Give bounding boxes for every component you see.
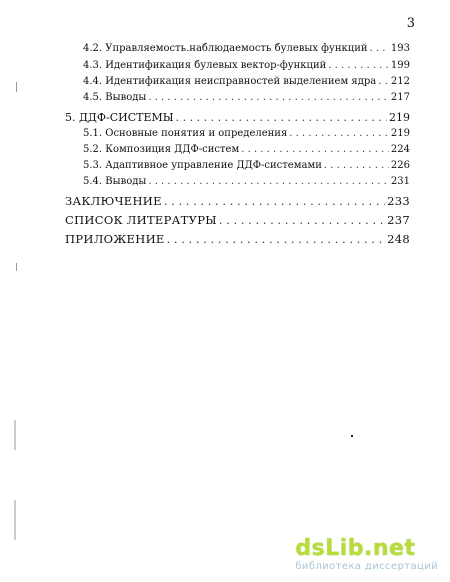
toc-entry-page: 237 — [387, 213, 410, 227]
scan-margin-mark — [14, 420, 16, 450]
toc-entry-page: 219 — [390, 128, 410, 139]
toc-entry — [83, 160, 410, 171]
toc-section — [65, 213, 410, 227]
toc-chapter — [65, 111, 410, 124]
toc-entry-title: 5.3. Адаптивное управление ДДФ-системами — [83, 160, 322, 171]
toc-entry-page: 224 — [390, 144, 410, 155]
toc-section — [65, 232, 410, 246]
toc-entry — [83, 60, 410, 71]
dot-leader — [219, 213, 385, 227]
dot-leader — [148, 176, 389, 187]
page-number: 3 — [406, 16, 415, 31]
toc-entry-title: 4.5. Выводы — [83, 92, 147, 103]
toc-entry — [83, 43, 410, 54]
scan-dot — [351, 435, 353, 437]
dot-leader — [241, 144, 389, 155]
toc-entry-title: 5.1. Основные понятия и определения — [83, 128, 288, 139]
toc-entry — [83, 76, 410, 87]
dot-leader — [289, 128, 389, 139]
toc-section — [65, 194, 410, 208]
dot-leader — [167, 232, 386, 246]
toc-entry — [83, 176, 410, 187]
toc-entry-page: 231 — [390, 176, 410, 187]
toc-entry-page: 226 — [390, 160, 410, 171]
watermark — [295, 538, 438, 572]
dot-leader — [164, 194, 385, 208]
toc-entry-page: 193 — [390, 43, 410, 54]
toc-entry-title: 4.3. Идентификация булевых вектор-функций — [83, 60, 327, 71]
toc-entry-title: СПИСОК ЛИТЕРАТУРЫ — [65, 213, 217, 227]
dot-leader — [148, 92, 389, 103]
dot-leader — [324, 160, 389, 171]
watermark-subtitle: библиотека диссертаций — [295, 561, 438, 572]
toc-entry-page: 199 — [390, 60, 410, 71]
toc-entry-title: ЗАКЛЮЧЕНИЕ — [65, 194, 162, 208]
toc-entry-title: 5.4. Выводы — [83, 176, 147, 187]
toc-entry-page: 212 — [390, 76, 410, 87]
toc-entry-page: 248 — [387, 232, 410, 246]
toc-entry-page: 219 — [389, 111, 410, 124]
toc-entry — [83, 128, 410, 139]
toc-entry-title: 4.4. Идентификация неисправностей выделением ядра — [83, 76, 377, 87]
toc-entry — [83, 92, 410, 103]
scan-margin-mark — [14, 500, 16, 540]
toc-entry-title: 5.2. Композиция ДДФ-систем — [83, 144, 240, 155]
toc-entry-title: 5. ДДФ-СИСТЕМЫ — [65, 111, 174, 124]
watermark-logo: dsLib.net — [295, 536, 416, 561]
dot-leader — [176, 111, 387, 124]
toc-entry-title: 4.2. Управляемость.наблюдаемость булевых функций — [83, 43, 368, 54]
scan-margin-mark — [16, 263, 17, 271]
toc-entry-page: 217 — [390, 92, 410, 103]
toc-entry — [83, 144, 410, 155]
dot-leader — [378, 76, 389, 87]
dot-leader — [370, 43, 389, 54]
scan-margin-mark — [16, 82, 17, 92]
toc-entry-page: 233 — [387, 194, 410, 208]
dot-leader — [328, 60, 389, 71]
toc-entry-title: ПРИЛОЖЕНИЕ — [65, 232, 165, 246]
